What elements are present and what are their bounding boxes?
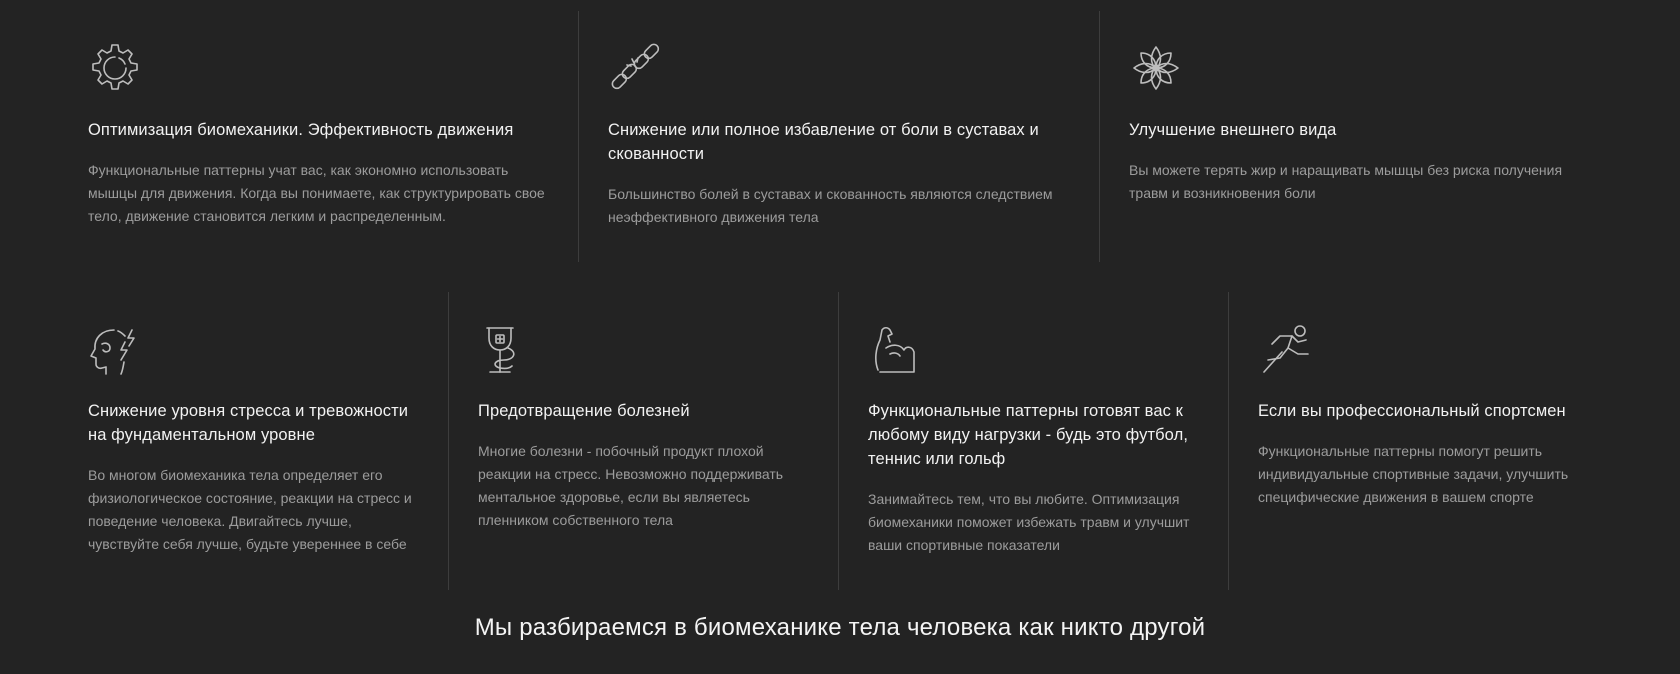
feature-card-disease-prevention xyxy=(448,292,838,590)
feature-card-stress xyxy=(0,292,448,590)
feature-card-joint-pain xyxy=(578,11,1099,262)
feature-description: Занимайтесь тем, что вы любите. Оптимизация биомеханики поможет избежать травм и улучшит ваши спортивные показатели xyxy=(868,491,1190,553)
feature-card-pro-athlete xyxy=(1228,292,1648,590)
feature-card-appearance xyxy=(1099,11,1619,262)
feature-card-biomechanics xyxy=(0,11,578,262)
feature-title: Функциональные паттерны готовят вас к любому виду нагрузки - будь это футбол, теннис или гольф xyxy=(868,402,1189,468)
feature-title: Снижение или полное избавление от боли в суставах и скованности xyxy=(608,121,1039,163)
feature-description: Функциональные паттерны учат вас, как экономно использовать мышцы для движения. Когда вы понимаете, как структурировать свое тело, движение становится легким и распределенным. xyxy=(88,162,545,224)
feature-card-sports-readiness xyxy=(838,292,1228,590)
feature-description: Вы можете терять жир и наращивать мышцы без риска получения травм и возникновения боли xyxy=(1129,162,1563,201)
broken-chain-icon xyxy=(608,41,662,95)
feature-title: Оптимизация биомеханики. Эффективность движения xyxy=(88,121,514,139)
stressed-head-icon xyxy=(88,322,142,376)
features-row-top xyxy=(0,11,1619,262)
feature-title: Снижение уровня стресса и тревожности на фундаментальном уровне xyxy=(88,402,409,444)
running-person-icon xyxy=(1258,322,1312,376)
lotus-flower-icon xyxy=(1129,41,1183,95)
features-row-bottom xyxy=(0,292,1648,590)
feature-title: Предотвращение болезней xyxy=(478,402,690,420)
medical-caduceus-icon xyxy=(478,322,532,376)
feature-title: Если вы профессиональный спортсмен xyxy=(1258,402,1566,420)
flexed-bicep-icon xyxy=(868,322,922,376)
gear-icon xyxy=(88,41,142,95)
feature-description: Во многом биомеханика тела определяет его физиологическое состояние, реакции на стресс и поведение человека. Двигайтесь лучше, чувствуйте себя лучше, будьте увереннее в себе xyxy=(88,467,412,552)
feature-title: Улучшение внешнего вида xyxy=(1129,121,1337,139)
feature-description: Большинство болей в суставах и скованность являются следствием неэффективного движения тела xyxy=(608,186,1053,225)
feature-description: Функциональные паттерны помогут решить индивидуальные спортивные задачи, улучшить специфические движения в вашем спорте xyxy=(1258,443,1569,505)
section-heading: Мы разбираемся в биомеханике тела человека как никто другой xyxy=(474,614,1206,641)
feature-description: Многие болезни - побочный продукт плохой реакции на стресс. Невозможно поддерживать ментальное здоровье, если вы являетесь пленником собственного тела xyxy=(478,443,784,528)
